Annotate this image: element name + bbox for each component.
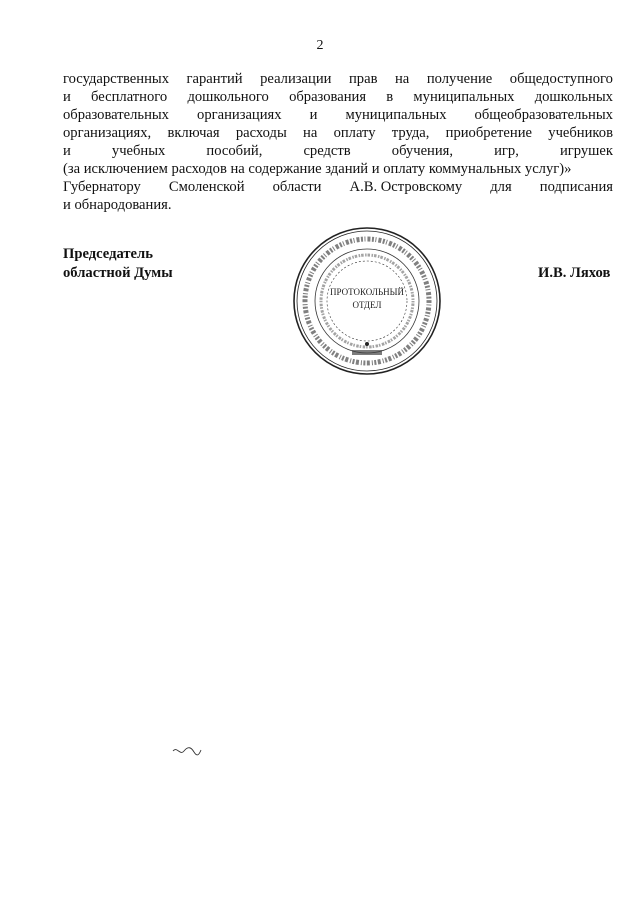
word: и [63,89,71,105]
pen-mark [172,742,202,760]
word: общедоступного [509,71,613,87]
word: организациях [197,107,282,123]
word: для [490,179,512,195]
word: государственных [63,71,170,87]
word: включая [167,125,220,141]
page-number: 2 [316,38,324,53]
text-line [63,124,613,142]
text-line [63,178,613,196]
word: области [272,179,322,195]
word: средств [303,143,351,159]
word: и обнародования. [63,197,172,213]
word: и [309,107,318,123]
signatory-title-line2: областной Думы [63,265,173,281]
signatory-name: И.В. Ляхов [538,265,611,281]
word: бесплатного [91,89,168,105]
text-line [63,196,613,214]
word: учебных [111,143,166,159]
word: и [63,143,71,159]
seal-center-line2: ОТДЕЛ [352,300,382,310]
word: на [395,71,410,87]
word: муниципальных [345,107,447,123]
word: труда, [391,125,430,141]
word: на [303,125,318,141]
word: (за исключением расходов на содержание зданий и оплату коммунальных услуг)» [63,161,572,177]
text-line [63,70,613,88]
word: дошкольных [534,89,613,105]
text-line [63,160,613,178]
word: игр, [494,143,519,159]
word: оплату [333,125,376,141]
seal-graphic [290,224,445,379]
official-seal [290,224,445,379]
signatory-title-line1: Председатель [63,246,153,262]
word: А.В. Островскому [349,179,463,195]
word: приобретение [445,125,533,141]
word: муниципальных [413,89,515,105]
word: подписания [539,179,613,195]
text-line [63,88,613,106]
text-line [63,106,613,124]
word: в [386,89,394,105]
word: гарантий [186,71,243,87]
word: Губернатору [63,179,141,195]
word: образования [289,89,367,105]
body-text [63,70,613,214]
word: получение [426,71,493,87]
word: учебников [548,125,613,141]
seal-center-line1: ПРОТОКОЛЬНЫЙ [330,287,404,297]
word: прав [348,71,378,87]
word: организациях, [63,125,152,141]
word: игрушек [559,143,613,159]
text-line [63,142,613,160]
word: обучения, [391,143,454,159]
word: образовательных [63,107,169,123]
word: дошкольного [187,89,269,105]
word: расходы [235,125,287,141]
word: общеобразовательных [474,107,613,123]
word: Смоленской [168,179,245,195]
signatory-title [63,245,173,283]
word: пособий, [206,143,263,159]
word: реализации [260,71,332,87]
